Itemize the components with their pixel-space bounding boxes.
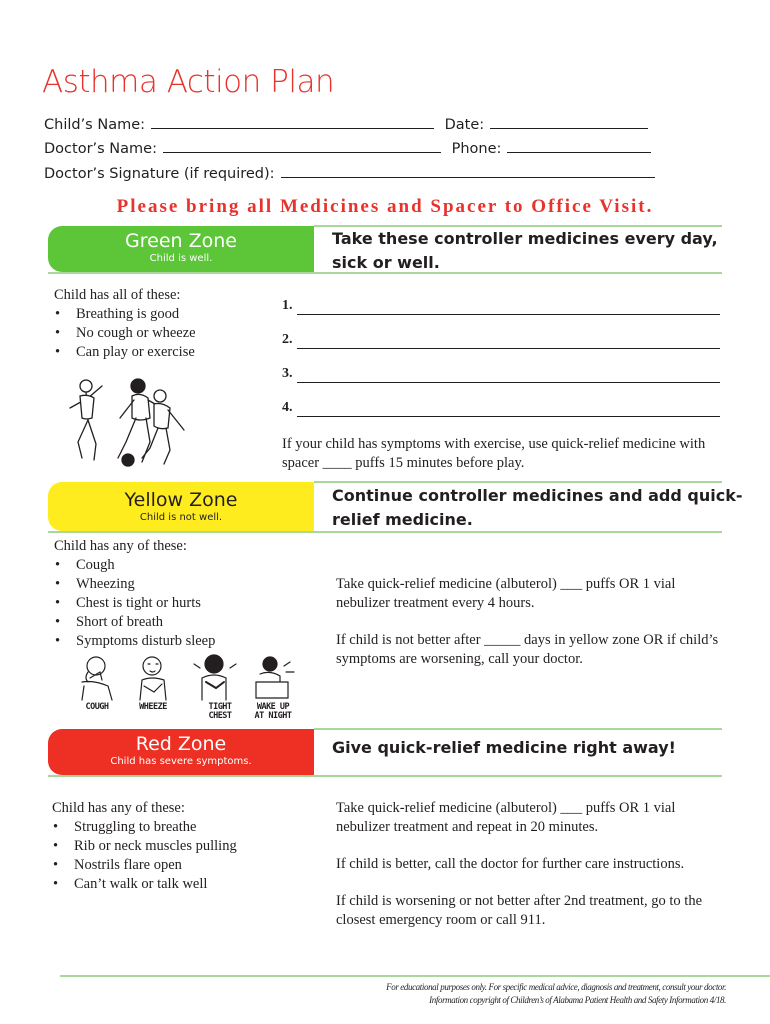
medicine-line-4[interactable]: 4. [282,400,720,420]
green-symptoms [54,286,254,362]
yellow-item: • Chest is tight or hurts [76,594,274,613]
child-name-label: Child’s Name: [44,117,146,133]
red-zone-sub: Child has severe symptoms. [110,756,252,767]
yellow-zone-sub: Child is not well. [139,512,223,523]
doctor-name-field[interactable] [163,138,441,153]
green-heading: Take these controller medicines every day, sick or well. [332,229,718,272]
medicine-line-1[interactable]: 1. [282,298,720,318]
wheeze-caption: WHEEZE [139,702,167,712]
red-instruction-2: If child is better, call the doctor for further care instructions. [336,856,685,872]
red-zone-label [48,729,314,775]
date-label: Date: [444,117,485,133]
yellow-rule-top [314,481,722,483]
green-zone-sub: Child is well. [149,253,213,264]
footer-rule [60,975,770,977]
cough-caption: COUGH [85,702,109,712]
signature-field[interactable] [281,163,655,178]
red-zone-name: Red Zone [135,733,227,755]
medicine-line-2[interactable]: 2. [282,332,720,352]
phone-field[interactable] [507,138,651,153]
red-rule-bottom [48,775,722,777]
office-visit-banner: Please bring all Medicines and Spacer to Office Visit. [116,196,654,217]
green-item: • Breathing is good [76,305,254,324]
red-symptoms [52,799,292,894]
red-heading: Give quick-relief medicine right away! [332,738,676,757]
doctor-name-row [44,138,651,157]
signature-row [44,163,655,182]
yellow-symptoms [54,537,274,651]
green-zone-name: Green Zone [125,230,237,252]
red-intro: Child has any of these: [52,800,185,816]
yellow-item: • Short of breath [76,613,274,632]
exercise-note: If your child has symptoms with exercise, use quick-relief medicine with spacer ____ puffs 15 minutes before play. [282,436,706,471]
tight-chest-icon [194,655,236,700]
yellow-heading: Continue controller medicines and add quick-relief medicine. [332,486,743,529]
green-intro: Child has all of these: [54,287,181,303]
child-name-field[interactable] [151,114,434,129]
red-item: • Nostrils flare open [74,856,292,875]
yellow-zone-label [48,482,314,531]
yellow-instruction-2: If child is not better after _____ days in yellow zone OR if child’s symptoms are worsening, call your doctor. [336,632,719,667]
cough-icon [82,657,112,700]
footer-line-1: For educational purposes only. For specific medical advice, diagnosis and treatment, consult your doctor. [386,982,726,992]
red-instruction-1: Take quick-relief medicine (albuterol) ___ puffs OR 1 vial nebulizer treatment and repeat in 20 minutes. [336,800,676,835]
phone-label: Phone: [451,141,502,157]
doctor-name-label: Doctor’s Name: [44,141,157,157]
red-item: • Can’t walk or talk well [74,875,292,894]
date-field[interactable] [490,114,648,129]
medicine-line-3[interactable]: 3. [282,366,720,386]
red-instruction-3: If child is worsening or not better after 2nd treatment, go to the closest emergency room or call 911. [336,893,703,928]
yellow-zone-name: Yellow Zone [124,489,238,511]
signature-label: Doctor’s Signature (if required): [44,166,275,182]
wheeze-icon [140,657,166,700]
yellow-instruction-1: Take quick-relief medicine (albuterol) ___ puffs OR 1 vial nebulizer treatment every 4 hours. [336,576,676,611]
footer [26,981,726,1007]
yellow-item: • Wheezing [76,575,274,594]
wake-up-at-night-icon [256,657,294,698]
red-item: • Rib or neck muscles pulling [74,837,292,856]
child-name-row [44,114,648,133]
yellow-item: • Symptoms disturb sleep [76,632,274,651]
green-item: • No cough or wheeze [76,324,254,343]
green-zone-label [48,226,314,272]
yellow-intro: Child has any of these: [54,538,187,554]
wake-up-caption: WAKE UP AT NIGHT [254,702,292,721]
green-item: • Can play or exercise [76,343,254,362]
children-playing-soccer-illustration [58,372,193,472]
symptom-illustrations [74,652,296,702]
yellow-item: • Cough [76,556,274,575]
red-rule-top [314,728,722,730]
footer-line-2: Information copyright of Children’s of Alabama Patient Health and Safety Information 4/18. [429,995,726,1005]
tight-chest-caption: TIGHT CHEST [208,702,232,721]
red-item: • Struggling to breathe [74,818,292,837]
page-title: Asthma Action Plan [42,64,335,100]
